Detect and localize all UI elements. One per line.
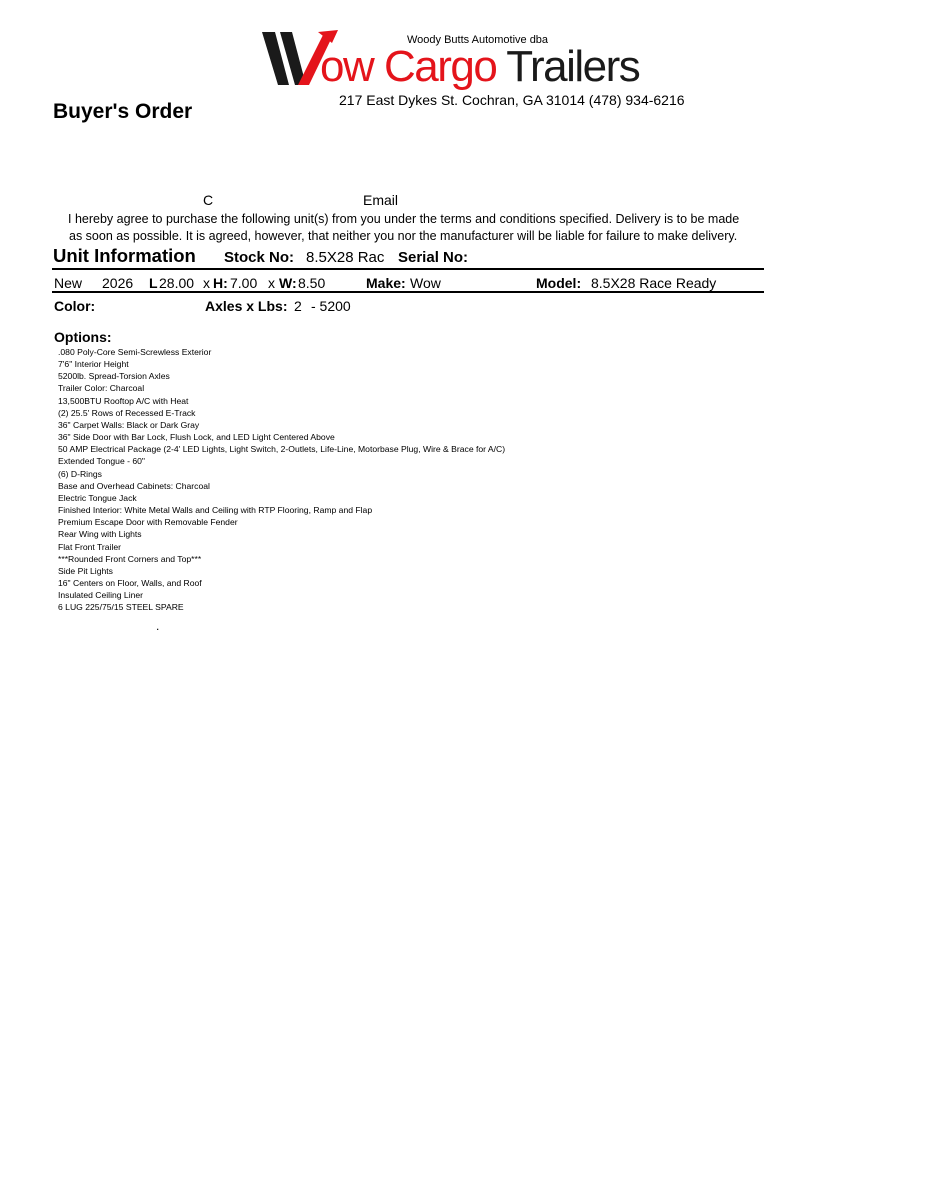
- option-item: 13,500BTU Rooftop A/C with Heat: [58, 395, 189, 406]
- axles-count: 2: [294, 298, 302, 314]
- option-item: 36" Carpet Walls: Black or Dark Gray: [58, 419, 200, 430]
- option-item: Finished Interior: White Metal Walls and Ceiling with RTP Flooring, Ramp and Flap: [58, 505, 373, 516]
- option-item: Flat Front Trailer: [58, 541, 122, 552]
- agreement-text: [68, 211, 739, 245]
- option-item: (2) 25.5' Rows of Recessed E-Track: [58, 407, 196, 418]
- option-item: 6 LUG 225/75/15 STEEL SPARE: [58, 602, 184, 613]
- option-item: 7'6" Interior Height: [58, 359, 129, 370]
- option-item: Insulated Ceiling Liner: [58, 590, 144, 601]
- option-item: 16" Centers on Floor, Walls, and Roof: [58, 577, 202, 588]
- company-logo: [262, 30, 672, 92]
- length-value: 28.00: [159, 275, 195, 291]
- option-item: Rear Wing with Lights: [58, 529, 142, 540]
- option-item: 36" Side Door with Bar Lock, Flush Lock, and LED Light Centered Above: [58, 432, 335, 443]
- company-address: 217 East Dykes St. Cochran, GA 31014 (478) 934-6216: [339, 92, 685, 108]
- option-item: Base and Overhead Cabinets: Charcoal: [58, 480, 210, 491]
- height-value: 7.00: [230, 275, 258, 291]
- height-label: H:: [213, 275, 228, 291]
- condition-value: New: [54, 275, 83, 291]
- color-label: Color:: [54, 298, 96, 314]
- email-label: Email: [363, 192, 399, 208]
- width-separator: x: [268, 275, 275, 291]
- option-item: (6) D-Rings: [58, 468, 102, 479]
- length-label: L: [149, 275, 158, 291]
- width-value: 8.50: [298, 275, 326, 291]
- page-title: Buyer's Order: [53, 100, 193, 123]
- axles-label: Axles x Lbs:: [205, 298, 288, 314]
- option-item: Premium Escape Door with Removable Fender: [58, 517, 238, 528]
- options-heading: Options:: [54, 329, 112, 345]
- option-item: 50 AMP Electrical Package (2-4' LED Lights, Light Switch, 2-Outlets, Life-Line, Motorbase Plug, Wire & Brace for A/C): [58, 444, 506, 455]
- model-value: 8.5X28 Race Ready: [591, 275, 717, 291]
- option-item: Extended Tongue - 60": [58, 456, 145, 467]
- option-item: Electric Tongue Jack: [58, 492, 137, 503]
- width-label: W:: [279, 275, 297, 291]
- brand-part-black: Trailers: [496, 42, 640, 91]
- agreement-line-2: as soon as possible. It is agreed, however, that neither you nor the manufacturer will be liable for failure to make delivery.: [69, 229, 738, 243]
- option-item: .080 Poly-Core Semi-Screwless Exterior: [58, 347, 212, 357]
- unit-information-heading: Unit Information: [53, 245, 196, 266]
- divider-bottom: [52, 291, 764, 293]
- stock-no-value: 8.5X28 Rac: [306, 249, 385, 266]
- options-list: [58, 346, 505, 613]
- option-item: Trailer Color: Charcoal: [58, 383, 145, 394]
- option-item: Side Pit Lights: [58, 565, 113, 576]
- option-item: 5200lb. Spread-Torsion Axles: [58, 371, 170, 382]
- make-value: Wow: [410, 275, 441, 291]
- model-label: Model:: [536, 275, 582, 291]
- option-item: ***Rounded Front Corners and Top***: [58, 553, 202, 564]
- brand-name: [320, 40, 639, 94]
- agreement-line-1: I hereby agree to purchase the following unit(s) from you under the terms and conditions specified. Delivery is to be made: [68, 212, 740, 226]
- trailing-mark: .: [156, 619, 160, 633]
- customer-c-label: C: [203, 192, 214, 208]
- height-separator: x: [203, 275, 210, 291]
- stock-no-label: Stock No:: [224, 249, 295, 266]
- divider-top: [52, 268, 764, 270]
- dba-text: Woody Butts Automotive dba: [407, 34, 549, 46]
- axles-weight: - 5200: [311, 298, 351, 314]
- serial-no-label: Serial No:: [398, 249, 469, 266]
- year-value: 2026: [102, 275, 134, 291]
- brand-part-red: ow Cargo: [320, 42, 497, 91]
- make-label: Make:: [366, 275, 406, 291]
